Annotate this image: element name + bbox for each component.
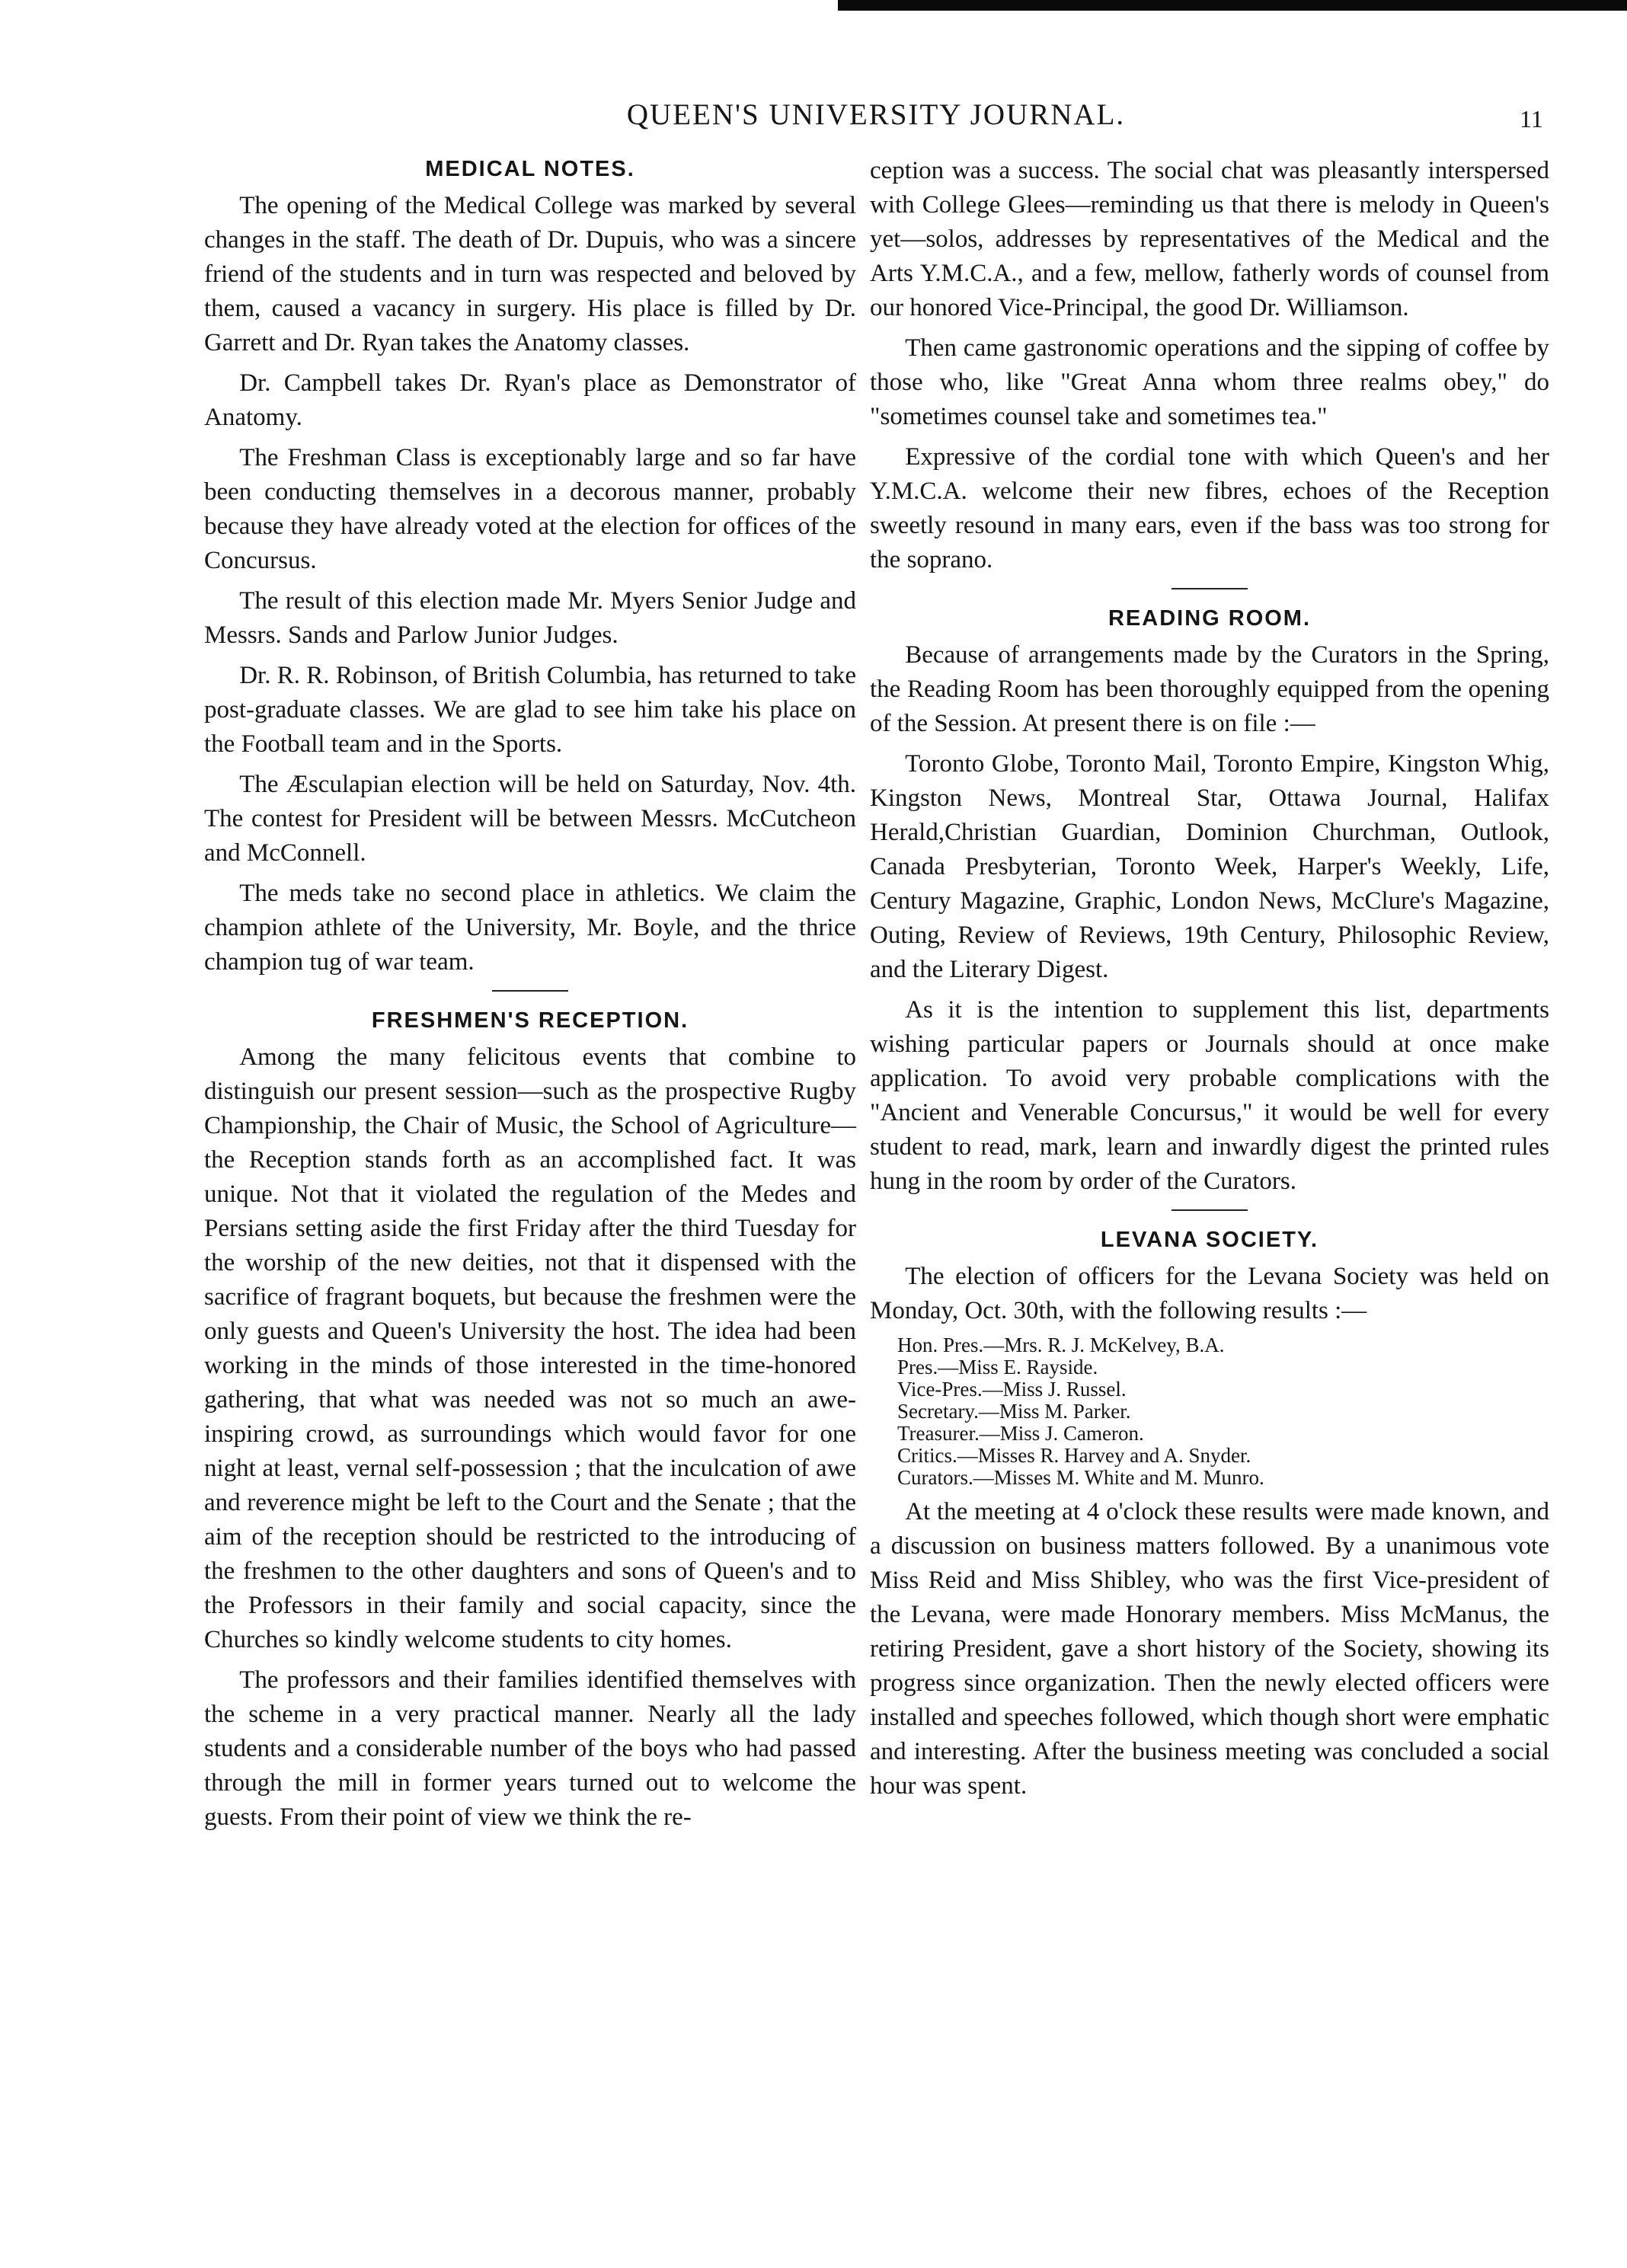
paragraph: The meds take no second place in athletics. We claim the champion athlete of the University, Mr. Boyle, and the thrice champion tug of war team.: [204, 880, 856, 976]
right-column: [870, 154, 1549, 1810]
paragraph: Because of arrangements made by the Curators in the Spring, the Reading Room has been thoroughly equipped from the opening of the Session. At present there is on file :—: [870, 641, 1549, 737]
paragraph: As it is the intention to supplement this list, departments wishing particular papers or Journals should at once make application. To avoid very probable complications with the "Ancient and Venerable Concursus," it would be well for every student to read, mark, learn and inwardly digest the printed rules hung in the room by order of the Curators.: [870, 996, 1549, 1195]
officer-entry: Treasurer.—Miss J. Cameron.: [897, 1422, 1144, 1445]
section-divider: [492, 990, 568, 992]
officer-entry: Vice-Pres.—Miss J. Russel.: [897, 1378, 1127, 1401]
officer-list: [897, 1334, 1549, 1489]
paragraph: The Freshman Class is exceptionably large and so far have been conducting themselves in a decorous manner, probably because they have already voted at the election for offices of the Concursus.: [204, 444, 856, 574]
levana-society-heading: LEVANA SOCIETY.: [1100, 1228, 1319, 1252]
top-edge-rule: [838, 0, 1627, 11]
paragraph: The professors and their families identified themselves with the scheme in a very practical manner. Nearly all the lady students and a considerable number of the boys who had passed through the mill in former years turned out to welcome the guests. From their point of view we think the re-: [204, 1666, 856, 1831]
paragraph: Dr. R. R. Robinson, of British Columbia, has returned to take post-graduate classes. We are glad to see him take his place on the Football team and in the Sports.: [204, 662, 856, 758]
paragraph: The result of this election made Mr. Myers Senior Judge and Messrs. Sands and Parlow Junior Judges.: [204, 587, 856, 649]
officer-entry: Secretary.—Miss M. Parker.: [897, 1400, 1131, 1423]
paragraph: Dr. Campbell takes Dr. Ryan's place as Demonstrator of Anatomy.: [204, 369, 856, 431]
paragraph: At the meeting at 4 o'clock these results were made known, and a discussion on business matters followed. By a unanimous vote Miss Reid and Miss Shibley, who was the first Vice-president of the Levana, were made Honorary members. Miss McManus, the retiring President, gave a short history of the Society, showing its progress since organization. Then the newly elected officers were installed and speeches followed, which though short were emphatic and interesting. After the business meeting was concluded a social hour was spent.: [870, 1498, 1549, 1800]
officer-entry: Critics.—Misses R. Harvey and A. Snyder.: [897, 1444, 1251, 1467]
paragraph: The election of officers for the Levana Society was held on Monday, Oct. 30th, with the following results :—: [870, 1263, 1549, 1324]
paragraph: Expressive of the cordial tone with which Queen's and her Y.M.C.A. welcome their new fibres, echoes of the Reception sweetly resound in many ears, even if the bass was too strong for the soprano.: [870, 443, 1549, 573]
journal-title: QUEEN'S UNIVERSITY JOURNAL.: [626, 98, 1126, 131]
reading-room-section: [870, 603, 1549, 1199]
reception-continued: [870, 154, 1549, 577]
officer-entry: Hon. Pres.—Mrs. R. J. McKelvey, B.A.: [897, 1334, 1225, 1356]
freshmens-reception-section: [204, 1005, 856, 1835]
left-column: [204, 154, 856, 1841]
section-divider: [1172, 1209, 1248, 1211]
medical-notes-section: [204, 154, 856, 979]
paragraph: Then came gastronomic operations and the sipping of coffee by those who, like "Great Anna whom three realms obey," do "sometimes counsel take and sometimes tea.": [870, 334, 1549, 430]
section-divider: [1172, 588, 1248, 589]
freshmens-reception-heading: FRESHMEN'S RECEPTION.: [371, 1008, 689, 1033]
newspaper-list: Toronto Globe, Toronto Mail, Toronto Empire, Kingston Whig, Kingston News, Montreal Star, Ottawa Journal, Halifax Herald,Christian Guardian, Dominion Churchman, Outlook, Canada Presbyterian, Toronto Week, Harper's Weekly, Life, Century Magazine, Graphic, London News, McClure's Magazine, Outing, Review of Reviews, 19th Century, Philosophic Review, and the Literary Digest.: [870, 750, 1549, 983]
paragraph: Among the many felicitous events that combine to distinguish our present session—such as the prospective Rugby Championship, the Chair of Music, the School of Agriculture—the Reception stands forth as an accomplished fact. It was unique. Not that it violated the regulation of the Medes and Persians setting aside the first Friday after the third Tuesday for the worship of the new deities, not that it dispensed with the sacrifice of fragrant boquets, but because the freshmen were the only guests and Queen's University the host. The idea had been working in the minds of those interested in the time-honored gathering, that what was needed was not so much an awe-inspiring crowd, as surroundings which would favor for one night at least, vernal self-possession ; that the inculcation of awe and reverence might be left to the Court and the Senate ; that the aim of the reception should be restricted to the introducing of the freshmen to the other daughters and sons of Queen's and to the Professors in their family and social capacity, since the Churches so kindly welcome students to city homes.: [204, 1043, 856, 1653]
page-header: [0, 97, 1627, 143]
reading-room-heading: READING ROOM.: [1108, 606, 1312, 631]
medical-notes-heading: MEDICAL NOTES.: [425, 157, 635, 181]
paragraph: The Æsculapian election will be held on Saturday, Nov. 4th. The contest for President will be between Messrs. McCutcheon and McConnell.: [204, 771, 856, 867]
page-number: 11: [1520, 105, 1543, 133]
officer-entry: Curators.—Misses M. White and M. Munro.: [897, 1466, 1264, 1489]
paragraph: ception was a success. The social chat was pleasantly interspersed with College Glees—reminding us that there is melody in Queen's yet—solos, addresses by representatives of the Medical and the Arts Y.M.C.A., and a few, mellow, fatherly words of counsel from our honored Vice-Principal, the good Dr. Williamson.: [870, 157, 1549, 321]
levana-society-section: [870, 1225, 1549, 1803]
officer-entry: Pres.—Miss E. Rayside.: [897, 1356, 1098, 1378]
paragraph: The opening of the Medical College was marked by several changes in the staff. The death of Dr. Dupuis, who was a sincere friend of the students and in turn was respected and beloved by them, caused a vacancy in surgery. His place is filled by Dr. Garrett and Dr. Ryan takes the Anatomy classes.: [204, 192, 856, 356]
